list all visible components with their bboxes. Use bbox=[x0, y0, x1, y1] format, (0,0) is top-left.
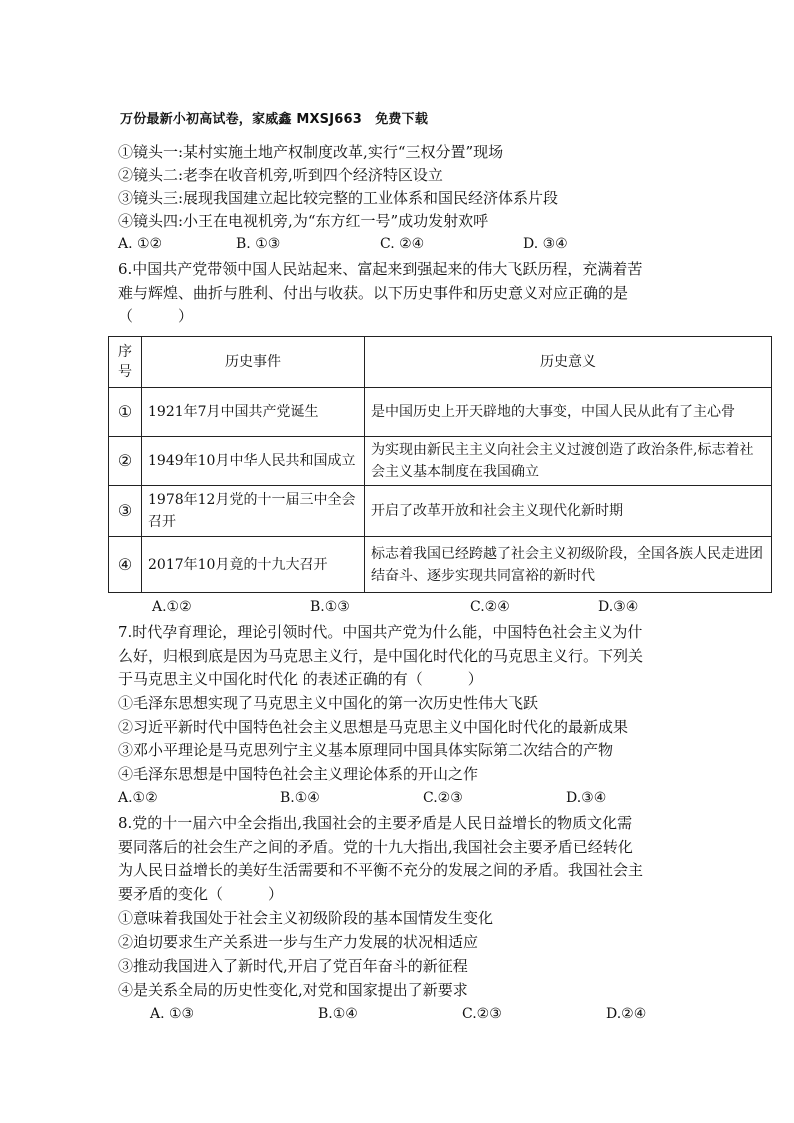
q8-item-4: ④是关系全局的历史性变化,对党和国家提出了新要求 bbox=[118, 981, 468, 999]
row-meaning: 为实现由新民主主义向社会主义过渡创造了政治条件,标志着社会主义基本制度在我国确立 bbox=[365, 437, 772, 486]
q7-item-2: ②习近平新时代中国特色社会主义思想是马克思主义中国化时代化的最新成果 bbox=[118, 718, 629, 736]
q5-option-b: B. ①③ bbox=[236, 236, 281, 252]
table-header-row bbox=[109, 337, 772, 388]
q7-option-c: C.②③ bbox=[423, 790, 463, 806]
q8-item-2: ②迫切要求生产关系进一步与生产力发展的状况相适应 bbox=[118, 933, 479, 951]
q5-item-2: ②镜头二:老李在收音机旁,听到四个经济特区设立 bbox=[118, 166, 443, 184]
q6-options bbox=[152, 597, 712, 617]
q7-stem-line-3: 于马克思主义中国化时代化 的表述正确的有（ ） bbox=[118, 670, 483, 688]
q8-option-c: C.②③ bbox=[462, 1006, 502, 1022]
q5-item-4: ④镜头四:小王在电视机旁,为“东方红一号”成功发射欢呼 bbox=[118, 212, 489, 230]
table-row bbox=[109, 537, 772, 593]
q6-stem-line-3: （ ） bbox=[118, 307, 194, 325]
page-header: 万份最新小初高试卷，家威鑫 MXSJ663 免费下载 bbox=[120, 112, 429, 127]
table-row bbox=[109, 486, 772, 537]
q7-options bbox=[118, 788, 718, 808]
row-event: 1949年10月中华人民共和国成立 bbox=[142, 437, 365, 486]
q7-stem-line-1: 7.时代孕育理论，理论引领时代。中国共产党为什么能，中国特色社会主义为什 bbox=[118, 623, 643, 641]
q7-item-1: ①毛泽东思想实现了马克思主义中国化的第一次历史性伟大飞跃 bbox=[118, 694, 539, 712]
q8-option-b: B.①④ bbox=[318, 1006, 358, 1022]
q8-stem-line-2: 要同落后的社会生产之间的矛盾。党的十九大指出,我国社会主要矛盾已经转化 bbox=[118, 838, 633, 856]
q7-item-3: ③邓小平理论是马克思列宁主义基本原理同中国具体实际第二次结合的产物 bbox=[118, 741, 614, 759]
row-meaning: 是中国历史上开天辟地的大事变，中国人民从此有了主心骨 bbox=[365, 388, 772, 437]
q7-stem-line-2: 么好，归根到底是因为马克思主义行，是中国化时代化的马克思主义行。下列关 bbox=[118, 647, 644, 665]
q6-option-d: D.③④ bbox=[598, 599, 639, 615]
q5-option-a: A. ①② bbox=[118, 236, 163, 252]
q5-options bbox=[118, 234, 718, 254]
q6-option-b: B.①③ bbox=[310, 599, 350, 615]
row-event: 1978年12月党的十一届三中全会召开 bbox=[142, 486, 365, 537]
q7-option-a: A.①② bbox=[118, 790, 158, 806]
q5-item-3: ③镜头三:展现我国建立起比较完整的工业体系和国民经济体系片段 bbox=[118, 189, 559, 207]
q6-stem-line-2: 难与辉煌、曲折与胜利、付出与收获。以下历史事件和历史意义对应正确的是 bbox=[118, 284, 629, 302]
q8-option-a: A. ①③ bbox=[150, 1006, 195, 1022]
q6-option-a: A.①② bbox=[152, 599, 192, 615]
header-number: 序号 bbox=[109, 337, 142, 388]
q8-stem-line-4: 要矛盾的变化（ ） bbox=[118, 885, 284, 903]
q5-option-c: C. ②④ bbox=[380, 236, 425, 252]
row-meaning: 标志着我国已经跨越了社会主义初级阶段，全国各族人民走进团结奋斗、逐步实现共同富裕的新时代 bbox=[365, 537, 772, 593]
q7-option-b: B.①④ bbox=[280, 790, 320, 806]
q8-options bbox=[150, 1004, 710, 1024]
row-event: 2017年10月竟的十九大召开 bbox=[142, 537, 365, 593]
header-event: 历史事件 bbox=[142, 337, 365, 388]
q6-stem-line-1: 6.中国共产党带领中国人民站起来、富起来到强起来的伟大飞跃历程，充满着苦 bbox=[118, 260, 643, 278]
row-meaning: 开启了改革开放和社会主义现代化新时期 bbox=[365, 486, 772, 537]
q5-item-1: ①镜头一:某村实施土地产权制度改革,实行“三权分置”现场 bbox=[118, 143, 504, 161]
row-number: ③ bbox=[109, 486, 142, 537]
q8-option-d: D.②④ bbox=[606, 1006, 647, 1022]
row-number: ① bbox=[109, 388, 142, 437]
q8-item-1: ①意味着我国处于社会主义初级阶段的基本国情发生变化 bbox=[118, 909, 494, 927]
q8-item-3: ③推动我国进入了新时代,开启了党百年奋斗的新征程 bbox=[118, 957, 468, 975]
table-row bbox=[109, 388, 772, 437]
header-meaning: 历史意义 bbox=[365, 337, 772, 388]
q7-item-4: ④毛泽东思想是中国特色社会主义理论体系的开山之作 bbox=[118, 765, 479, 783]
table-row bbox=[109, 437, 772, 486]
q5-option-d: D. ③④ bbox=[523, 236, 568, 252]
history-table bbox=[108, 336, 772, 593]
row-number: ④ bbox=[109, 537, 142, 593]
q8-stem-line-3: 为人民日益增长的美好生活需要和不平衡不充分的发展之间的矛盾。我国社会主 bbox=[118, 861, 644, 879]
q7-option-d: D.③④ bbox=[566, 790, 607, 806]
row-number: ② bbox=[109, 437, 142, 486]
q6-option-c: C.②④ bbox=[470, 599, 510, 615]
row-event: 1921年7月中国共产党诞生 bbox=[142, 388, 365, 437]
q8-stem-line-1: 8.党的十一届六中全会指出,我国社会的主要矛盾是人民日益增长的物质文化需 bbox=[118, 814, 633, 832]
